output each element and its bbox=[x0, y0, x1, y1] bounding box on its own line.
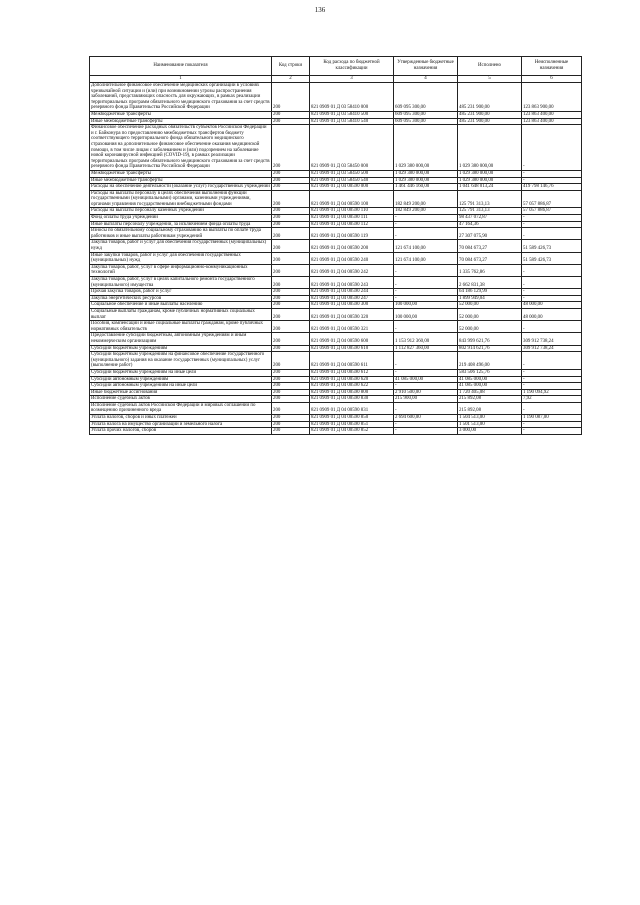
row-unexecuted-amount: - bbox=[522, 221, 582, 228]
row-budget-code: 821 0909 01 Д 04 00590 620 bbox=[310, 376, 394, 383]
row-executed-amount: 1 720 405,08 bbox=[458, 389, 522, 396]
row-approved-amount: 121 674 100,00 bbox=[394, 252, 458, 264]
row-indicator-name: Расходы на выплаты персоналу казенных учреждений bbox=[90, 208, 272, 215]
row-line-code: 200 bbox=[272, 190, 310, 208]
row-budget-code: 821 0909 01 Д 03 58410 540 bbox=[310, 118, 394, 125]
row-budget-code: 821 0909 01 Д 04 00590 831 bbox=[310, 402, 394, 414]
row-budget-code: 821 0909 01 Д 04 00590 321 bbox=[310, 321, 394, 333]
row-indicator-name: Иные межбюджетные трансферты bbox=[90, 118, 272, 125]
row-executed-amount: 802 914 621,76 bbox=[458, 345, 522, 352]
row-indicator-name: Расходы на выплаты персоналу в целях обеспечения выполнения функций государственными (муниципальными) органами, казенными учреждениями, органами управления государственными внебюджетными фондами bbox=[90, 190, 272, 208]
row-budget-code: 821 0909 01 Д 04 00590 242 bbox=[310, 264, 394, 276]
row-executed-amount: 70 084 673,27 bbox=[458, 240, 522, 252]
row-approved-amount: 2 694 600,00 bbox=[394, 415, 458, 422]
row-unexecuted-amount: 1 190 094,92 bbox=[522, 389, 582, 396]
row-approved-amount: 2 910 500,00 bbox=[394, 389, 458, 396]
row-indicator-name: Пособия, компенсации и иные социальные выплаты гражданам, кроме публичных нормативных обязательств bbox=[90, 321, 272, 333]
header-line-code: Код строки bbox=[272, 57, 310, 76]
row-indicator-name: Прочая закупка товаров, работ и услуг bbox=[90, 289, 272, 296]
table-row bbox=[90, 345, 582, 352]
row-line-code: 200 bbox=[272, 345, 310, 352]
row-unexecuted-amount: 48 000,00 bbox=[522, 302, 582, 309]
row-indicator-name: Фонд оплаты труда учреждений bbox=[90, 215, 272, 222]
row-unexecuted-amount: - bbox=[522, 321, 582, 333]
row-unexecuted-amount: - bbox=[522, 383, 582, 390]
row-executed-amount: 2 662 831,38 bbox=[458, 277, 522, 289]
table-row bbox=[90, 321, 582, 333]
row-budget-code: 821 0909 01 Д 03 58410 000 bbox=[310, 83, 394, 112]
row-budget-code: 821 0909 01 Д 04 00590 610 bbox=[310, 345, 394, 352]
row-line-code: 200 bbox=[272, 333, 310, 345]
row-budget-code: 821 0909 01 Д 03 58450 500 bbox=[310, 170, 394, 177]
row-approved-amount: - bbox=[394, 402, 458, 414]
row-approved-amount: 609 095 300,00 bbox=[394, 83, 458, 112]
row-line-code: 200 bbox=[272, 170, 310, 177]
row-budget-code: 821 0909 01 Д 04 00590 851 bbox=[310, 421, 394, 428]
row-executed-amount: 1 029 380 000,00 bbox=[458, 170, 522, 177]
table-row bbox=[90, 177, 582, 184]
row-line-code: 200 bbox=[272, 308, 310, 320]
row-line-code: 200 bbox=[272, 111, 310, 118]
row-budget-code: 821 0909 01 Д 03 58450 000 bbox=[310, 125, 394, 171]
row-approved-amount: 609 095 300,00 bbox=[394, 118, 458, 125]
row-unexecuted-amount: - bbox=[522, 376, 582, 383]
row-executed-amount: 583 506 125,76 bbox=[458, 369, 522, 376]
row-indicator-name: Субсидии бюджетным учреждениям bbox=[90, 345, 272, 352]
table-body bbox=[90, 83, 582, 435]
row-executed-amount: 215 892,08 bbox=[458, 396, 522, 403]
row-line-code: 200 bbox=[272, 389, 310, 396]
row-budget-code: 821 0909 01 Д 04 00590 240 bbox=[310, 252, 394, 264]
row-unexecuted-amount: - bbox=[522, 170, 582, 177]
row-indicator-name: Иные межбюджетные трансферты bbox=[90, 177, 272, 184]
table-row bbox=[90, 289, 582, 296]
row-approved-amount: - bbox=[394, 421, 458, 428]
row-indicator-name: Закупка энергетических ресурсов bbox=[90, 295, 272, 302]
row-executed-amount: 1 029 380 000,00 bbox=[458, 177, 522, 184]
row-line-code: 200 bbox=[272, 383, 310, 390]
row-unexecuted-amount: - bbox=[522, 289, 582, 296]
row-indicator-name: Субсидии автономным учреждениям на иные цели bbox=[90, 383, 272, 390]
table-row bbox=[90, 252, 582, 264]
row-line-code: 200 bbox=[272, 264, 310, 276]
row-budget-code: 821 0909 01 Д 04 00590 800 bbox=[310, 389, 394, 396]
row-indicator-name: Уплата налогов, сборов и иных платежей bbox=[90, 415, 272, 422]
table-row bbox=[90, 190, 582, 208]
row-line-code: 200 bbox=[272, 177, 310, 184]
row-executed-amount: 125 791 313,13 bbox=[458, 190, 522, 208]
row-indicator-name: Финансовое обеспечение расходных обязательств субъектов Российской Федерации и г. Байконура по предоставлению межбюджетных трансфертов бюджету соответствующего территориального фонда обязательного медицинского страхования на дополнительное финансовое обеспечение оказания медицинской помощи, в том числе лицам с заболеванием и (или) подозрением на заболевание новой коронавирусной инфекцией (COVID-19), в рамках реализации территориальных программ обязательного медицинского страхования за счет средств резервного фонда Правительства Российской Федерации bbox=[91, 125, 270, 170]
row-unexecuted-amount: 1 190 087,00 bbox=[522, 415, 582, 422]
row-indicator-name: Закупка товаров, работ и услуг для обеспечения государственных (муниципальных) нужд bbox=[90, 240, 272, 252]
table-row bbox=[90, 421, 582, 428]
row-approved-amount: 121 674 100,00 bbox=[394, 240, 458, 252]
row-line-code: 200 bbox=[272, 221, 310, 228]
header-executed: Исполнено bbox=[458, 57, 522, 76]
row-executed-amount: 125 791 313,13 bbox=[458, 208, 522, 215]
row-budget-code: 821 0909 01 Д 04 00590 000 bbox=[310, 184, 394, 191]
row-approved-amount: 182 849 200,00 bbox=[394, 190, 458, 208]
row-approved-amount: 100 000,00 bbox=[394, 302, 458, 309]
row-approved-amount: 100 000,00 bbox=[394, 308, 458, 320]
row-unexecuted-amount: - bbox=[522, 215, 582, 222]
table-row bbox=[90, 264, 582, 276]
row-line-code: 200 bbox=[272, 352, 310, 370]
row-line-code: 200 bbox=[272, 376, 310, 383]
row-line-code: 200 bbox=[272, 118, 310, 125]
row-unexecuted-amount: 48 000,00 bbox=[522, 308, 582, 320]
row-budget-code: 821 0909 01 Д 04 00590 111 bbox=[310, 215, 394, 222]
header-indicator-name: Наименование показателя bbox=[90, 57, 272, 76]
row-indicator-name: Исполнение судебных актов Российской Федерации и мировых соглашений по возмещению причиненного вреда bbox=[90, 402, 272, 414]
row-approved-amount: 609 095 300,00 bbox=[394, 111, 458, 118]
row-indicator-name: Межбюджетные трансферты bbox=[90, 111, 272, 118]
table-row bbox=[90, 215, 582, 222]
row-approved-amount: - bbox=[394, 352, 458, 370]
header-unexecuted: Неисполненные назначения bbox=[522, 57, 582, 76]
row-executed-amount: 485 231 900,00 bbox=[458, 83, 522, 112]
column-number: 1 bbox=[90, 76, 272, 83]
row-line-code: 200 bbox=[272, 295, 310, 302]
table-row bbox=[90, 369, 582, 376]
row-executed-amount: 485 231 900,00 bbox=[458, 118, 522, 125]
row-unexecuted-amount: - bbox=[522, 428, 582, 435]
row-executed-amount: 1 335 762,86 bbox=[458, 264, 522, 276]
table-row bbox=[90, 111, 582, 118]
row-executed-amount: 27 307 075,90 bbox=[458, 228, 522, 240]
row-line-code: 200 bbox=[272, 240, 310, 252]
row-approved-amount: - bbox=[394, 277, 458, 289]
row-executed-amount: 3 000,00 bbox=[458, 428, 522, 435]
row-budget-code: 821 0909 01 Д 03 58410 500 bbox=[310, 111, 394, 118]
row-budget-code: 821 0909 01 Д 04 00590 244 bbox=[310, 289, 394, 296]
row-line-code: 200 bbox=[272, 184, 310, 191]
row-executed-amount: 41 085 000,00 bbox=[458, 383, 522, 390]
table-row bbox=[90, 428, 582, 435]
table-header-row bbox=[90, 57, 582, 76]
row-line-code: 200 bbox=[272, 369, 310, 376]
row-unexecuted-amount: - bbox=[522, 177, 582, 184]
row-line-code: 200 bbox=[272, 125, 310, 171]
row-approved-amount: - bbox=[394, 228, 458, 240]
column-number: 2 bbox=[272, 76, 310, 83]
row-executed-amount: 215 892,08 bbox=[458, 402, 522, 414]
row-budget-code: 821 0909 01 Д 04 00590 612 bbox=[310, 369, 394, 376]
row-unexecuted-amount: - bbox=[522, 264, 582, 276]
row-executed-amount: 70 084 673,27 bbox=[458, 252, 522, 264]
row-executed-amount: 52 000,00 bbox=[458, 308, 522, 320]
table-row bbox=[90, 170, 582, 177]
row-unexecuted-amount: - bbox=[522, 369, 582, 376]
row-unexecuted-amount: - bbox=[522, 295, 582, 302]
row-line-code: 200 bbox=[272, 415, 310, 422]
row-indicator-name: Субсидии бюджетным учреждениям на иные цели bbox=[90, 369, 272, 376]
row-unexecuted-amount: 57 057 886,87 bbox=[522, 208, 582, 215]
row-indicator-name: Субсидии бюджетным учреждениям на финансовое обеспечение государственного (муниципального) задания на оказание государственных (муниципальных) услуг (выполнение работ) bbox=[90, 352, 272, 370]
row-line-code: 200 bbox=[272, 321, 310, 333]
row-budget-code: 821 0909 01 Д 04 00590 100 bbox=[310, 190, 394, 208]
row-line-code: 200 bbox=[272, 228, 310, 240]
row-line-code: 200 bbox=[272, 252, 310, 264]
row-approved-amount: - bbox=[394, 321, 458, 333]
row-approved-amount: 1 153 912 360,00 bbox=[394, 333, 458, 345]
table-column-numbers-row bbox=[90, 76, 582, 83]
table-row bbox=[90, 333, 582, 345]
row-indicator-name: Уплата налога на имущество организаций и земельного налога bbox=[90, 421, 272, 428]
row-budget-code: 821 0909 01 Д 04 00590 850 bbox=[310, 415, 394, 422]
row-budget-code: 821 0909 01 Д 04 00590 247 bbox=[310, 295, 394, 302]
row-budget-code: 821 0909 01 Д 04 00590 600 bbox=[310, 333, 394, 345]
row-unexecuted-amount: 123 863 400,00 bbox=[522, 111, 582, 118]
row-line-code: 200 bbox=[272, 215, 310, 222]
row-approved-amount: 215 900,00 bbox=[394, 396, 458, 403]
row-approved-amount: 1 029 380 000,00 bbox=[394, 170, 458, 177]
row-unexecuted-amount: - bbox=[522, 125, 582, 171]
row-line-code: 200 bbox=[272, 208, 310, 215]
row-unexecuted-amount: 51 589 426,73 bbox=[522, 252, 582, 264]
row-indicator-name: Иные выплаты персоналу учреждений, за исключением фонда оплаты труда bbox=[90, 221, 272, 228]
header-approved: Утвержденные бюджетные назначения bbox=[394, 57, 458, 76]
table-row bbox=[90, 308, 582, 320]
row-budget-code: 821 0909 01 Д 04 00590 110 bbox=[310, 208, 394, 215]
budget-execution-table bbox=[89, 56, 582, 435]
table-row bbox=[90, 221, 582, 228]
row-executed-amount: 52 000,00 bbox=[458, 302, 522, 309]
row-indicator-name: Иные закупки товаров, работ и услуг для обеспечения государственных (муниципальных) нужд bbox=[90, 252, 272, 264]
table-row bbox=[90, 228, 582, 240]
row-line-code: 200 bbox=[272, 289, 310, 296]
column-number: 5 bbox=[458, 76, 522, 83]
table-row bbox=[90, 352, 582, 370]
row-line-code: 200 bbox=[272, 277, 310, 289]
row-unexecuted-amount: 123 863 400,00 bbox=[522, 118, 582, 125]
row-approved-amount: - bbox=[394, 221, 458, 228]
row-indicator-name: Расходы на обеспечение деятельности (оказание услуг) государственных учреждений bbox=[91, 184, 270, 190]
row-indicator-name: Взносы по обязательному социальному страхованию на выплаты по оплате труда работников и иные выплаты работникам учреждений bbox=[90, 228, 272, 240]
row-approved-amount: 1 461 446 160,00 bbox=[394, 184, 458, 191]
table-row bbox=[90, 415, 582, 422]
row-budget-code: 821 0909 01 Д 04 00590 611 bbox=[310, 352, 394, 370]
row-budget-code: 821 0909 01 Д 04 00590 119 bbox=[310, 228, 394, 240]
row-unexecuted-amount: - bbox=[522, 402, 582, 414]
row-executed-amount: 1 501 513,00 bbox=[458, 421, 522, 428]
row-budget-code: 821 0909 01 Д 04 00590 300 bbox=[310, 302, 394, 309]
table-row bbox=[90, 389, 582, 396]
row-approved-amount: - bbox=[394, 295, 458, 302]
row-indicator-name: Межбюджетные трансферты bbox=[90, 170, 272, 177]
header-budget-code: Код расхода по бюджетной классификации bbox=[310, 57, 394, 76]
row-budget-code: 821 0909 01 Д 04 00590 320 bbox=[310, 308, 394, 320]
row-line-code: 200 bbox=[272, 83, 310, 112]
row-unexecuted-amount: - bbox=[522, 277, 582, 289]
row-unexecuted-amount: 7,92 bbox=[522, 396, 582, 403]
table-row bbox=[90, 83, 582, 112]
table-row bbox=[90, 118, 582, 125]
row-unexecuted-amount: 309 912 738,24 bbox=[522, 345, 582, 352]
row-approved-amount: 41 085 000,00 bbox=[394, 376, 458, 383]
row-approved-amount: - bbox=[394, 289, 458, 296]
row-executed-amount: 41 085 000,00 bbox=[458, 376, 522, 383]
row-unexecuted-amount: 309 912 738,24 bbox=[522, 333, 582, 345]
row-line-code: 200 bbox=[272, 396, 310, 403]
row-executed-amount: 1 029 380 000,00 bbox=[458, 125, 522, 171]
row-unexecuted-amount: - bbox=[522, 228, 582, 240]
table-row bbox=[90, 376, 582, 383]
table-row bbox=[90, 383, 582, 390]
row-executed-amount: 98 437 072,87 bbox=[458, 215, 522, 222]
table-row bbox=[90, 302, 582, 309]
row-unexecuted-amount: - bbox=[522, 421, 582, 428]
row-approved-amount: 182 849 200,00 bbox=[394, 208, 458, 215]
table-row bbox=[90, 295, 582, 302]
row-executed-amount: 1 504 513,00 bbox=[458, 415, 522, 422]
row-executed-amount: 219 408 496,00 bbox=[458, 352, 522, 370]
column-number: 4 bbox=[394, 76, 458, 83]
row-executed-amount: 1 899 949,04 bbox=[458, 295, 522, 302]
row-unexecuted-amount: 419 798 146,76 bbox=[522, 184, 582, 191]
row-unexecuted-amount: 123 863 900,00 bbox=[522, 83, 582, 112]
table-row bbox=[90, 277, 582, 289]
row-executed-amount: 485 231 900,00 bbox=[458, 111, 522, 118]
row-unexecuted-amount: 51 589 426,73 bbox=[522, 240, 582, 252]
row-indicator-name: Закупка товаров, работ, услуг в целях капитального ремонта государственного (муниципального) имущества bbox=[90, 277, 272, 289]
row-line-code: 200 bbox=[272, 302, 310, 309]
row-approved-amount: - bbox=[394, 428, 458, 435]
row-executed-amount: 1 041 648 013,24 bbox=[458, 184, 522, 191]
table-row bbox=[90, 184, 582, 191]
row-approved-amount: 1 112 827 360,00 bbox=[394, 345, 458, 352]
column-number: 6 bbox=[522, 76, 582, 83]
row-indicator-name: Субсидии автономным учреждениям bbox=[90, 376, 272, 383]
row-line-code: 200 bbox=[272, 428, 310, 435]
table-row bbox=[90, 125, 582, 171]
row-approved-amount: - bbox=[394, 369, 458, 376]
row-indicator-name: Уплата прочих налогов, сборов bbox=[90, 428, 272, 435]
row-approved-amount: 1 029 380 000,00 bbox=[394, 177, 458, 184]
row-executed-amount: 64 186 129,99 bbox=[458, 289, 522, 296]
row-unexecuted-amount: 57 057 886,87 bbox=[522, 190, 582, 208]
row-budget-code: 821 0909 01 Д 03 58450 540 bbox=[310, 177, 394, 184]
row-line-code: 200 bbox=[272, 421, 310, 428]
row-approved-amount: - bbox=[394, 383, 458, 390]
row-approved-amount: - bbox=[394, 264, 458, 276]
row-line-code: 200 bbox=[272, 402, 310, 414]
row-executed-amount: 52 000,00 bbox=[458, 321, 522, 333]
table-row bbox=[90, 240, 582, 252]
row-budget-code: 821 0909 01 Д 04 00590 112 bbox=[310, 221, 394, 228]
row-indicator-name: Социальное обеспечение и иные выплаты населению bbox=[90, 302, 272, 309]
row-indicator-name: Иные бюджетные ассигнования bbox=[90, 389, 272, 396]
row-executed-amount: 47 164,36 bbox=[458, 221, 522, 228]
row-indicator-name: Дополнительное финансовое обеспечение медицинских организаций в условиях чрезвычайной ситуации и (или) при возникновении угрозы распространения заболеваний, представляющих опасность для окружающих, в рамках реализации территориальных программ обязательного медицинского страхования за счет средств резервного фонда Правительства Российской Федерации bbox=[91, 83, 270, 111]
table-row bbox=[90, 208, 582, 215]
row-indicator-name: Предоставление субсидий бюджетным, автономным учреждениям и иным некоммерческим организациям bbox=[90, 333, 272, 345]
row-budget-code: 821 0909 01 Д 04 00590 852 bbox=[310, 428, 394, 435]
table-row bbox=[90, 396, 582, 403]
row-unexecuted-amount: - bbox=[522, 352, 582, 370]
row-indicator-name: Исполнение судебных актов bbox=[90, 396, 272, 403]
column-number: 3 bbox=[310, 76, 394, 83]
row-budget-code: 821 0909 01 Д 04 00590 243 bbox=[310, 277, 394, 289]
table-row bbox=[90, 402, 582, 414]
row-executed-amount: 843 999 621,76 bbox=[458, 333, 522, 345]
row-approved-amount: 1 029 380 000,00 bbox=[394, 125, 458, 171]
page-number: 136 bbox=[314, 6, 326, 14]
row-budget-code: 821 0909 01 Д 04 00590 200 bbox=[310, 240, 394, 252]
row-indicator-name: Социальные выплаты гражданам, кроме публичных нормативных социальных выплат bbox=[90, 308, 272, 320]
row-indicator-name: Закупка товаров, работ, услуг в сфере информационно-коммуникационных технологий bbox=[90, 264, 272, 276]
row-budget-code: 821 0909 01 Д 04 00590 622 bbox=[310, 383, 394, 390]
row-budget-code: 821 0909 01 Д 04 00590 830 bbox=[310, 396, 394, 403]
row-approved-amount: - bbox=[394, 215, 458, 222]
